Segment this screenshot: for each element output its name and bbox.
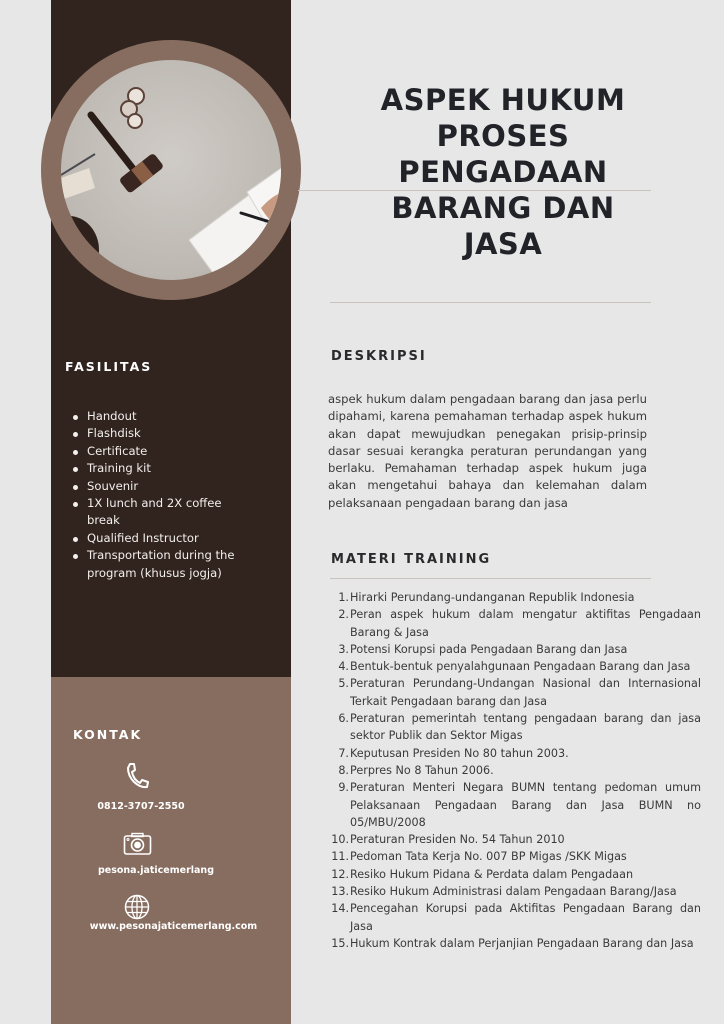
- fasilitas-item: Qualified Instructor: [73, 530, 243, 547]
- materi-item-text: Peraturan Perundang-Undangan Nasional dan Internasional Terkait Pengadaan barang dan Jasa: [350, 677, 701, 708]
- materi-list: [330, 589, 701, 952]
- materi-item: [330, 710, 701, 745]
- materi-item-number: 3.: [338, 642, 349, 656]
- materi-item-number: 6.: [338, 712, 349, 726]
- title-line: BARANG DAN: [391, 191, 615, 225]
- fasilitas-item: Transportation during the program (khusus jogja): [73, 547, 243, 582]
- materi-item: [330, 658, 701, 675]
- materi-item: [330, 745, 701, 762]
- materi-item-number: 1.: [338, 591, 349, 604]
- materi-item-text: Keputusan Presiden No 80 tahun 2003.: [350, 746, 569, 760]
- materi-item: [330, 866, 701, 883]
- fasilitas-item: Training kit: [73, 460, 243, 477]
- materi-item: [330, 606, 701, 641]
- materi-item-text: Hukum Kontrak dalam Perjanjian Pengadaan Barang dan Jasa: [350, 936, 694, 950]
- deskripsi-heading: DESKRIPSI: [331, 349, 427, 364]
- globe-icon: [124, 894, 150, 920]
- materi-item-number: 14.: [331, 902, 349, 916]
- materi-item-number: 15.: [331, 936, 349, 950]
- materi-item: [330, 883, 701, 900]
- materi-item-number: 12.: [331, 867, 349, 881]
- fasilitas-heading: FASILITAS: [65, 359, 153, 374]
- title-line: PENGADAAN: [398, 155, 608, 189]
- materi-item: [330, 831, 701, 848]
- materi-item-text: Bentuk-bentuk penyalahgunaan Pengadaan Barang dan Jasa: [350, 660, 691, 674]
- materi-item: [330, 779, 701, 831]
- kontak-heading: KONTAK: [73, 727, 143, 742]
- materi-item-number: 9.: [338, 781, 349, 795]
- materi-item-text: Resiko Hukum Pidana & Perdata dalam Pengadaan: [350, 867, 634, 881]
- fasilitas-item: Flashdisk: [73, 425, 243, 442]
- page-title: [352, 82, 654, 262]
- title-line: JASA: [463, 227, 543, 261]
- title-line: ASPEK HUKUM: [380, 83, 626, 117]
- materi-item-number: 8.: [338, 763, 349, 777]
- materi-item-number: 10.: [331, 833, 349, 847]
- materi-item-number: 5.: [338, 677, 349, 691]
- fasilitas-item: Handout: [73, 408, 243, 425]
- camera-icon: [123, 832, 152, 856]
- materi-item-text: Pedoman Tata Kerja No. 007 BP Migas /SKK Migas: [350, 850, 627, 864]
- fasilitas-item: Certificate: [73, 443, 243, 460]
- materi-item-text: Peraturan Menteri Negara BUMN tentang pedoman umum Pelaksanaan Pengadaan Barang dan Jasa BUMN no 05/MBU/2008: [350, 781, 701, 829]
- materi-item-text: Pencegahan Korupsi pada Aktifitas Pengadaan Barang dan Jasa: [350, 902, 701, 933]
- website-link[interactable]: www.pesonajaticemerlang.com: [89, 921, 258, 932]
- materi-item-text: Peraturan pemerintah tentang pengadaan barang dan jasa sektor Publik dan Sektor Migas: [350, 712, 701, 743]
- scale-base-shape: [61, 216, 99, 280]
- materi-item-number: 11.: [331, 850, 349, 864]
- materi-item-text: Perpres No 8 Tahun 2006.: [350, 763, 494, 777]
- phone-icon: [125, 762, 151, 790]
- materi-item: [330, 900, 701, 935]
- materi-item: [330, 762, 701, 779]
- fasilitas-item: Souvenir: [73, 478, 243, 495]
- materi-item: [330, 589, 701, 606]
- title-line: PROSES: [436, 119, 570, 153]
- materi-item-number: 2.: [338, 608, 349, 622]
- phone-number[interactable]: 0812-3707-2550: [97, 801, 185, 812]
- photo-illustration: [61, 60, 281, 280]
- deskripsi-text: aspek hukum dalam pengadaan barang dan jasa perlu dipahami, karena pemahaman terhadap aspek hukum akan dapat mewujudkan penegakan prisip-prinsip dasar sesuai kerangka peraturan perundangan yang berlaku. Pemahaman terhadap aspek hukum juga akan mengetahui bahaya dan kelemahan dalam pelaksanaan pengadaan barang dan jasa: [328, 392, 647, 510]
- gavel-desk-photo: [61, 60, 281, 280]
- materi-heading: MATERI TRAINING: [331, 552, 492, 567]
- coin-shape: [128, 114, 142, 128]
- materi-item: [330, 848, 701, 865]
- instagram-handle[interactable]: pesona.jaticemerlang: [97, 865, 214, 876]
- materi-item-text: Resiko Hukum Administrasi dalam Pengadaan Barang/Jasa: [350, 885, 677, 899]
- materi-item-text: Potensi Korupsi pada Pengadaan Barang dan Jasa: [350, 642, 628, 656]
- materi-item: [330, 641, 701, 658]
- fasilitas-item: 1X lunch and 2X coffee break: [73, 495, 243, 530]
- photo-frame: [41, 40, 301, 300]
- materi-item: [330, 675, 701, 710]
- materi-item-text: Peraturan Presiden No. 54 Tahun 2010: [350, 833, 565, 847]
- materi-item-text: Peran aspek hukum dalam mengatur aktifitas Pengadaan Barang & Jasa: [350, 608, 701, 639]
- materi-item-number: 7.: [338, 746, 349, 760]
- materi-item-number: 4.: [338, 660, 349, 674]
- materi-item: [330, 935, 701, 952]
- title-divider-bottom: [330, 302, 651, 303]
- materi-item-number: 13.: [331, 885, 349, 899]
- materi-item-text: Hirarki Perundang-undanganan Republik Indonesia: [350, 591, 635, 604]
- fasilitas-list: [73, 408, 243, 582]
- materi-divider: [330, 578, 651, 579]
